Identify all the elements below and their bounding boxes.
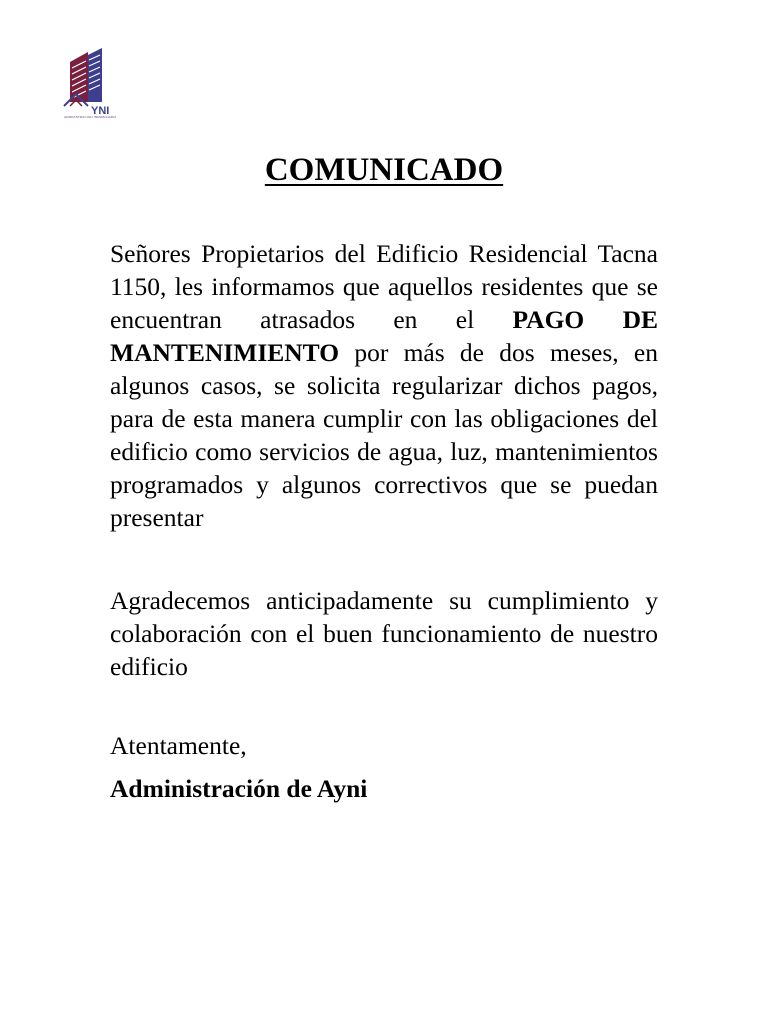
ayni-logo (58, 44, 140, 124)
document-title: COMUNICADO (264, 152, 504, 188)
closing-salutation: Atentamente, (110, 731, 247, 760)
notice-text-start: Señores Propietarios del Edificio Residencial Tacna 1150, les informamos que aquellos residentes que se encuentran atrasados en el (110, 239, 658, 334)
signature: Administración de Ayni (110, 774, 368, 803)
notice-text-end: por más de dos meses, en algunos casos, se solicita regularizar dichos pagos, para de esta manera cumplir con las obligaciones del edificio como servicios de agua, luz, mantenimientos programados y algunos correctivos que se puedan presentar (110, 338, 658, 532)
paragraph-thanks: Agradecemos anticipadamente su cumplimiento y colaboración con el buen funcionamiento de nuestro edificio (110, 586, 658, 681)
letter-body (110, 237, 658, 805)
logo-caption: ADMINISTRACION INMOBILIARIA (64, 115, 117, 119)
building-logo-icon (58, 44, 140, 124)
logo-brand-text: YNI (91, 105, 110, 117)
paragraph-notice (110, 237, 658, 534)
notice-emphasis: PAGO DE MANTENIMIENTO (110, 305, 658, 367)
